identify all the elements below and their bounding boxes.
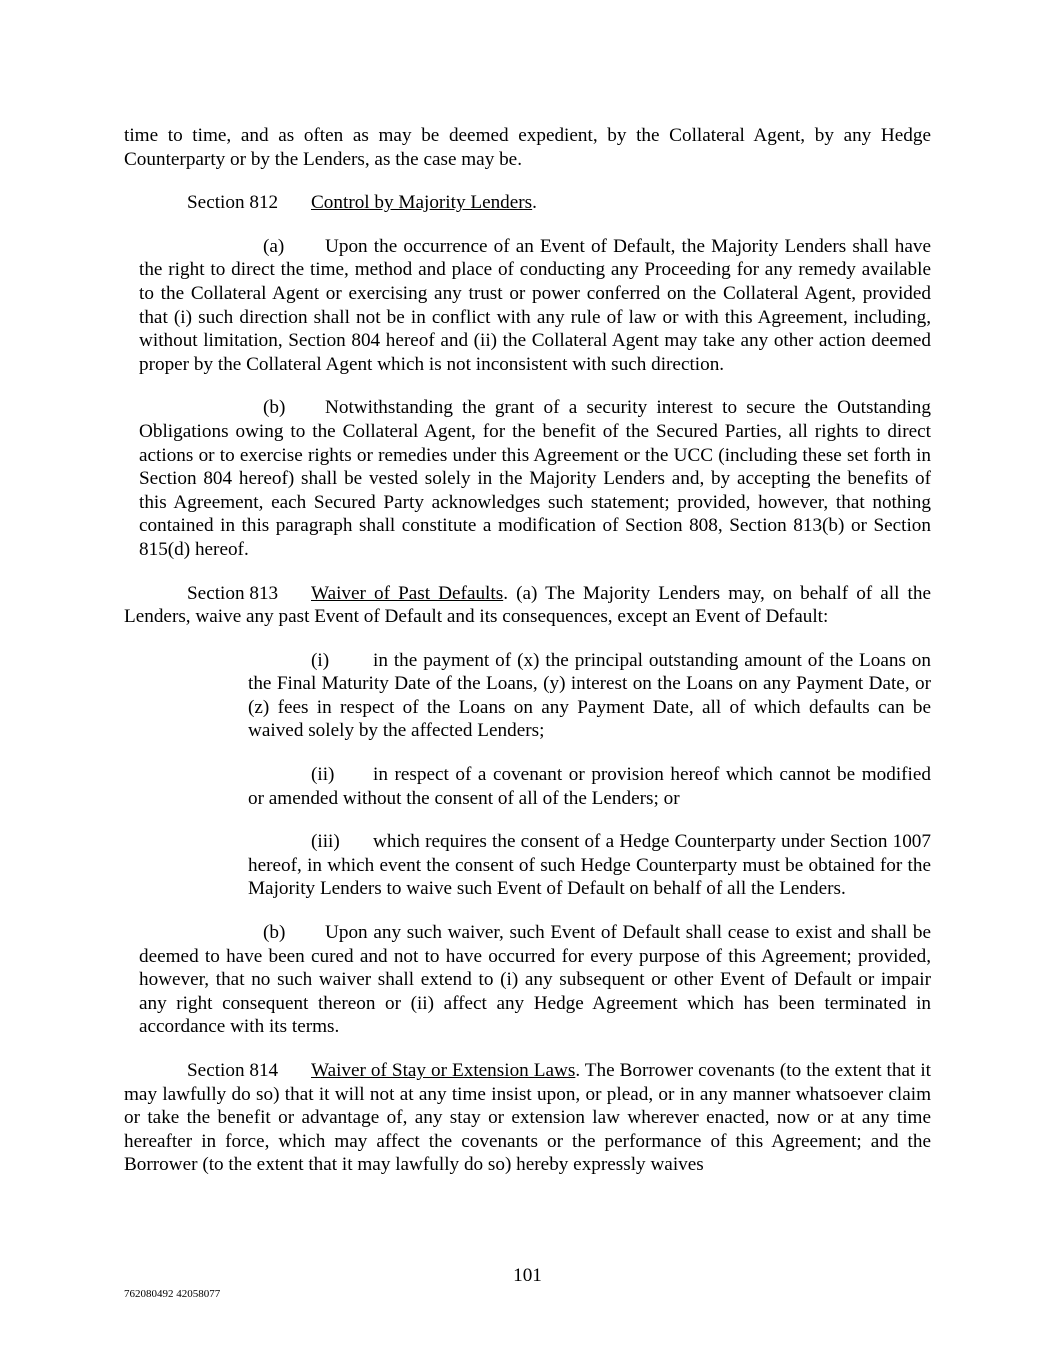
paragraph-label: (a) (263, 235, 285, 257)
section-813-item-ii (248, 763, 931, 810)
paragraph-text: Notwithstanding the grant of a security interest to secure the Outstanding Obligations owing to the Collateral Agent, for the benefit of the Secured Parties, all rights to direct actions or to exercise rights or remedies under this Agreement or the UCC (including these set forth in Section 804 hereof) shall be vested solely in the Majority Lenders and, by accepting the benefits of this Agreement, each Secured Party acknowledges such statement; provided, however, that nothing contained in this paragraph shall constitute a modification of Section 808, Section 813(b) or Section 815(d) hereof. (139, 397, 931, 560)
section-813-item-i (248, 649, 931, 743)
section-812-number: Section 812 (187, 192, 279, 214)
item-label: (iii) (311, 831, 340, 853)
document-id: 762080492 42058077 (124, 1288, 221, 1300)
section-812-heading (124, 191, 931, 215)
paragraph-label: (b) (263, 922, 286, 944)
continuation-paragraph: time to time, and as often as may be deemed expedient, by the Collateral Agent, by any Hedge Counterparty or by the Lenders, as the case may be. (124, 125, 931, 170)
section-813-intro: . (a) The Majority Lenders may, on behalf of all the Lenders, waive any past Event of Default and its consequences, except an Event of Default: (124, 582, 931, 628)
section-813-number: Section 813 (187, 582, 279, 604)
section-812-paragraph-b (139, 396, 931, 561)
item-label: (ii) (311, 764, 335, 786)
section-814-heading (124, 1059, 931, 1177)
section-812-title: Control by Majority Lenders (311, 192, 533, 214)
section-813-item-iii (248, 830, 931, 901)
item-text: in the payment of (x) the principal outstanding amount of the Loans on the Final Maturity Date of the Loans, (y) interest on the Loans on any Payment Date, or (z) fees in respect of the Loans on any Payment Date, all of which defaults can be waived solely by the affected Lenders; (248, 649, 931, 742)
section-814-text: . The Borrower covenants (to the extent that it may lawfully do so) that it will not at any time insist upon, or plead, or in any manner whatsoever claim or take the benefit or advantage of, any stay or extension law wherever enacted, now or at any time hereafter in force, which may affect the covenants or the performance of this Agreement; and the Borrower (to the extent that it may lawfully do so) hereby expressly waives (124, 1060, 931, 1176)
section-812-title-end: . (532, 192, 537, 214)
section-813-heading (124, 582, 931, 629)
section-813-title: Waiver of Past Defaults (311, 582, 504, 604)
page-number: 101 (513, 1265, 542, 1286)
item-label: (i) (311, 649, 330, 671)
item-text: in respect of a covenant or provision hereof which cannot be modified or amended without the consent of all of the Lenders; or (248, 764, 931, 809)
paragraph-text: Upon any such waiver, such Event of Default shall cease to exist and shall be deemed to have been cured and not to have occurred for every purpose of this Agreement; provided, however, that no such waiver shall extend to (i) any subsequent or other Event of Default or impair any right consequent thereon or (ii) affect any Hedge Agreement which has been terminated in accordance with its terms. (139, 922, 931, 1038)
section-814-title: Waiver of Stay or Extension Laws (311, 1060, 576, 1081)
section-812-paragraph-a (139, 235, 931, 377)
section-813-paragraph-b (139, 921, 931, 1039)
item-text: which requires the consent of a Hedge Counterparty under Section 1007 hereof, in which event the consent of such Hedge Counterparty must be obtained for the Majority Lenders to waive such Event of Default on behalf of all the Lenders. (248, 831, 931, 900)
paragraph-label: (b) (263, 397, 286, 419)
section-814-number: Section 814 (187, 1060, 279, 1081)
document-body (124, 124, 931, 1197)
paragraph-text: Upon the occurrence of an Event of Default, the Majority Lenders shall have the right to direct the time, method and place of conducting any Proceeding for any remedy available to the Collateral Agent or exercising any trust or power conferred on the Collateral Agent, provided that (i) such direction shall not be in conflict with any rule of law or with this Agreement, including, without limitation, Section 804 hereof and (ii) the Collateral Agent may take any other action deemed proper by the Collateral Agent which is not inconsistent with such direction. (139, 235, 931, 375)
